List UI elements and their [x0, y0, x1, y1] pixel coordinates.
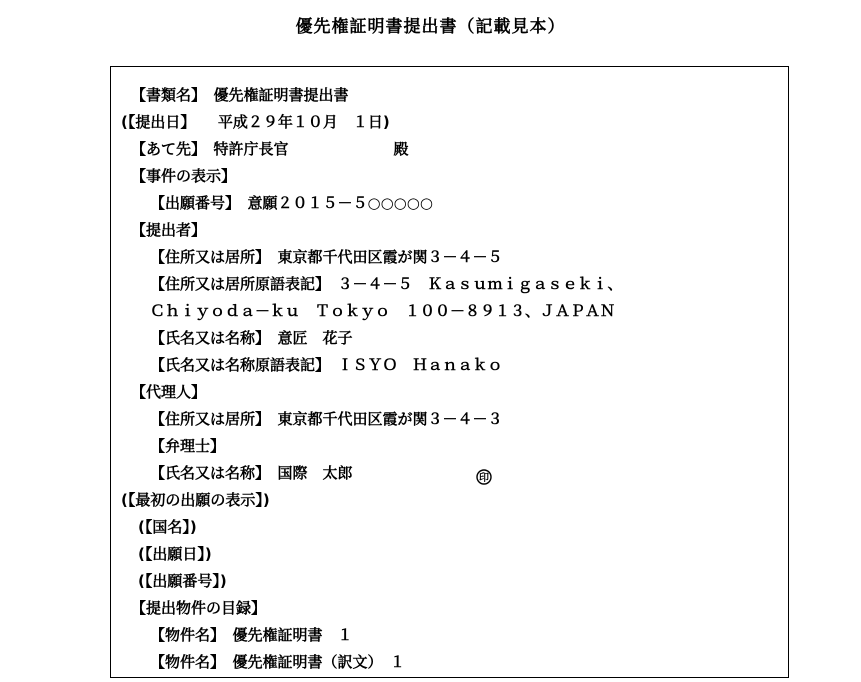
submitter-address-line: 【住所又は居所】 東京都千代田区霞が関３－４－５ [150, 248, 503, 266]
submitter-address-original-cont: Ｃｈｉｙｏｄａ－ｋｕ Ｔｏｋｙｏ １００－８９１３、ＪＡＰＡＮ [150, 302, 616, 320]
seal-icon [476, 469, 492, 485]
item-priority-certificate: 【物件名】 優先権証明書 １ [150, 626, 353, 644]
first-application-number-line: (【出願番号】) [138, 572, 227, 590]
addressee-line: 【あて先】 特許庁長官 殿 [131, 140, 409, 158]
submission-date-line: (【提出日】 平成２９年１０月 １日) [121, 113, 390, 131]
doc-type-line: 【書類名】 優先権証明書提出書 [131, 86, 349, 104]
filing-date-line: (【出願日】) [138, 545, 212, 563]
agent-name-line: 【氏名又は名称】 国際 太郎 [150, 464, 353, 482]
submitter-name-line: 【氏名又は名称】 意匠 花子 [150, 329, 353, 347]
agent-heading: 【代理人】 [131, 383, 207, 401]
country-name-line: (【国名】) [138, 518, 197, 536]
document-title: 優先権証明書提出書（記載見本） [295, 17, 566, 37]
patent-attorney-heading: 【弁理士】 [150, 437, 226, 455]
application-number-line: 【出願番号】 意願２０１５－５○○○○○ [150, 194, 433, 212]
submitter-address-original-line: 【住所又は居所原語表記】 ３－４－５ Ｋａｓｕｍｉｇａｓｅｋｉ、 [150, 275, 623, 293]
case-display-heading: 【事件の表示】 [131, 167, 237, 185]
item-priority-certificate-translation: 【物件名】 優先権証明書（訳文） １ [150, 653, 406, 671]
submitter-name-original-line: 【氏名又は名称原語表記】 ＩＳＹＯ Ｈａｎａｋｏ [150, 356, 503, 374]
agent-address-line: 【住所又は居所】 東京都千代田区霞が関３－４－３ [150, 410, 503, 428]
seal-text: 印 [479, 473, 489, 484]
submitted-items-heading: 【提出物件の目録】 [131, 599, 267, 617]
first-application-heading: (【最初の出願の表示】) [121, 491, 270, 509]
submitter-heading: 【提出者】 [131, 221, 207, 239]
